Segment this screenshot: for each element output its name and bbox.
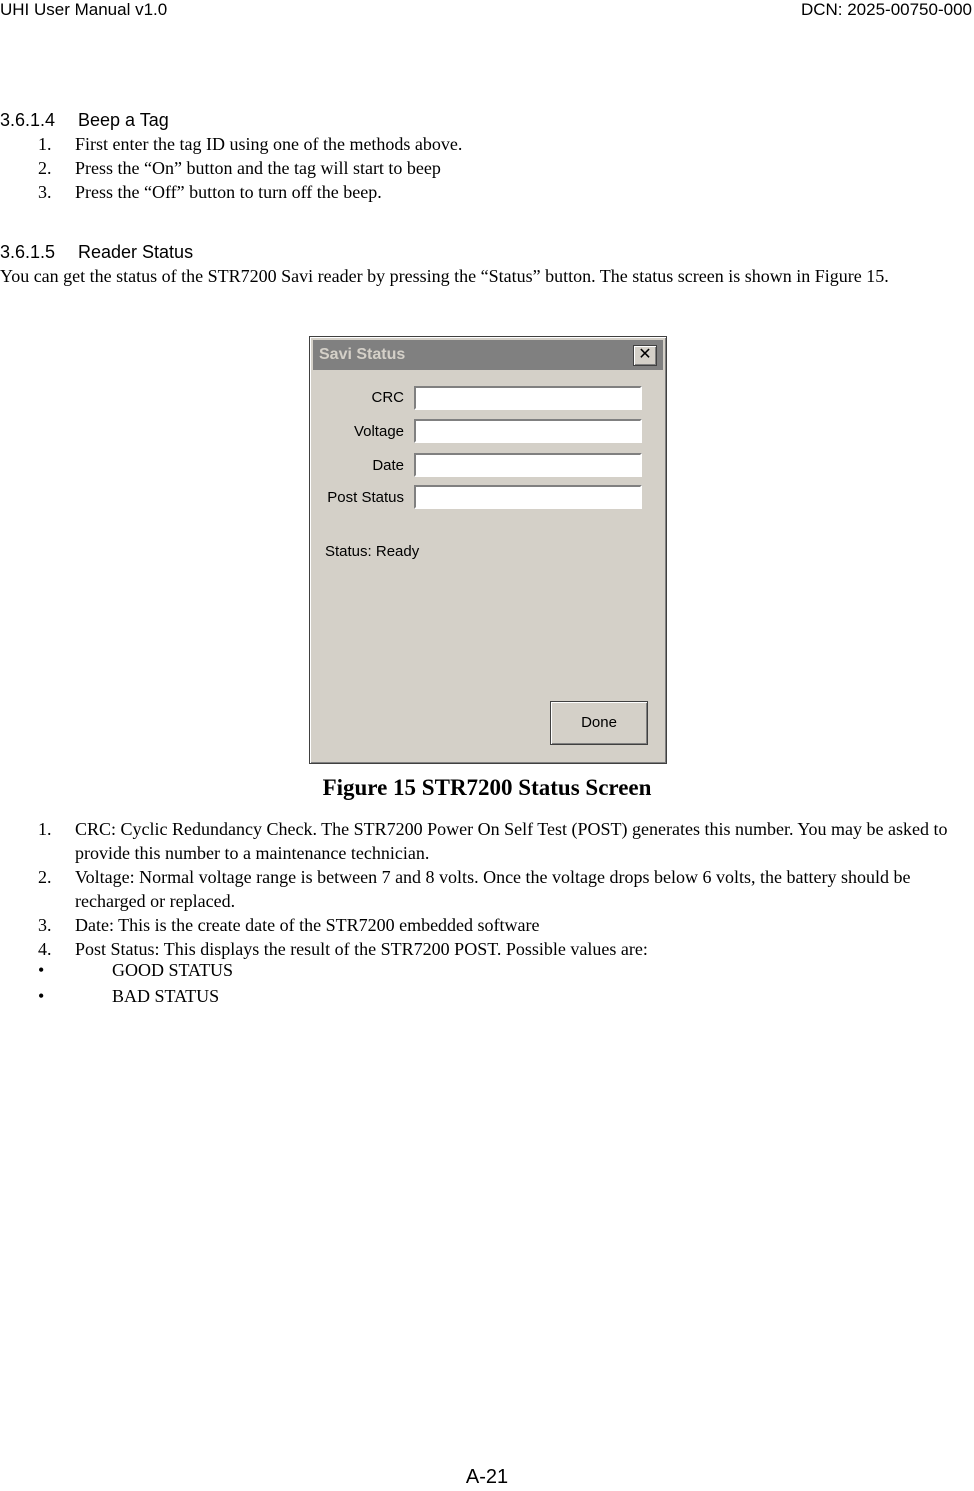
list-item: 4. Post Status: This displays the result of the STR7200 POST. Possible values are: bbox=[38, 939, 648, 959]
list-item: 2. Press the “On” button and the tag will start to beep bbox=[38, 158, 441, 178]
figure-caption: Figure 15 STR7200 Status Screen bbox=[322, 775, 652, 800]
status-intro-paragraph: You can get the status of the STR7200 Savi reader by pressing the “Status” button. The status screen is shown in Figure 15. bbox=[0, 266, 889, 286]
list-item: 2. Voltage: Normal voltage range is between 7 and 8 volts. Once the voltage drops below 6 volts, the battery should be recharged or replaced. bbox=[38, 867, 911, 911]
list-item: 3. Press the “Off” button to turn off the beep. bbox=[38, 182, 382, 202]
list-item: • BAD STATUS bbox=[38, 986, 220, 1006]
close-icon: ✕ bbox=[638, 346, 652, 363]
bullet-icon: • bbox=[38, 986, 45, 1006]
section-title: Beep a Tag bbox=[78, 110, 169, 130]
close-button[interactable] bbox=[633, 345, 657, 366]
crc-field[interactable] bbox=[414, 386, 642, 410]
status-text: Status: Ready bbox=[325, 543, 420, 560]
header-left: UHI User Manual v1.0 bbox=[0, 0, 168, 19]
voltage-field[interactable] bbox=[414, 419, 642, 443]
section-heading-beep bbox=[0, 110, 169, 131]
section-title: Reader Status bbox=[78, 242, 194, 262]
section-number: 3.6.1.5 bbox=[0, 242, 56, 262]
done-button[interactable]: Done bbox=[550, 701, 648, 745]
date-field[interactable] bbox=[414, 453, 642, 477]
bullet-icon: • bbox=[38, 960, 45, 980]
post-values-list bbox=[38, 960, 233, 1012]
post-status-label: Post Status bbox=[327, 489, 404, 506]
list-item: • GOOD STATUS bbox=[38, 960, 234, 980]
section-heading-status bbox=[0, 242, 193, 263]
date-label: Date bbox=[372, 457, 404, 474]
list-item: 3. Date: This is the create date of the STR7200 embedded software bbox=[38, 915, 540, 935]
header-right: DCN: 2025-00750-000 bbox=[800, 0, 972, 19]
beep-steps-list bbox=[38, 132, 462, 204]
voltage-label: Voltage bbox=[353, 423, 404, 440]
dialog-title: Savi Status bbox=[319, 346, 406, 363]
details-list bbox=[38, 817, 970, 961]
post-status-field[interactable] bbox=[414, 485, 642, 509]
list-item: 1. CRC: Cyclic Redundancy Check. The STR7200 Power On Self Test (POST) generates this number. You may be asked to provide this number to a maintenance technician. bbox=[38, 819, 948, 863]
section-number: 3.6.1.4 bbox=[0, 110, 56, 130]
savi-status-dialog bbox=[309, 336, 667, 764]
dialog-titlebar bbox=[313, 340, 663, 370]
list-item: 1. First enter the tag ID using one of the methods above. bbox=[38, 134, 463, 154]
page-number: A-21 bbox=[465, 1466, 509, 1488]
crc-label: CRC bbox=[371, 389, 404, 406]
